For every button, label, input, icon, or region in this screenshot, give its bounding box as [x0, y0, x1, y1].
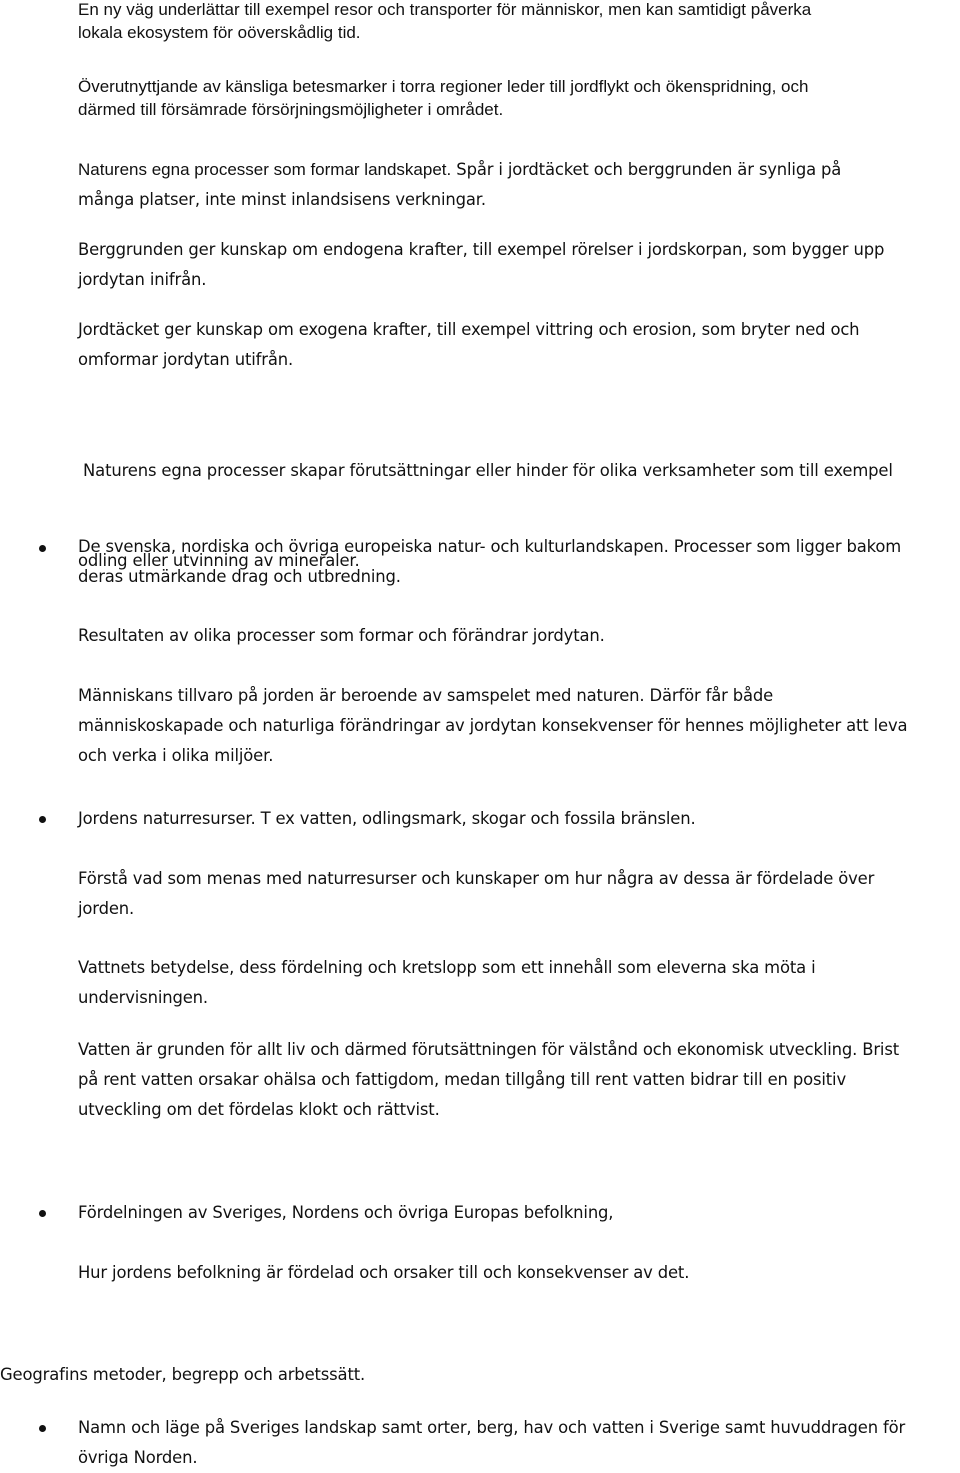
- list-item-place-names: Namn och läge på Sveriges landskap samt orter, berg, hav och vatten i Sverige samt huvuddragen för övriga Norden.: [78, 1418, 906, 1467]
- section3-paragraph-1: Hur jordens befolkning är fördelad och orsaker till och konsekvenser av det.: [78, 1263, 690, 1282]
- intro-paragraph-3: Naturens egna processer som formar landskapet. Spår i jordtäcket och berggrunden är synliga på många platser, inte minst inlandsisens verkningar.: [78, 160, 842, 209]
- list-item-natural-resources: Jordens naturresurser. T ex vatten, odlingsmark, skogar och fossila bränslen.: [78, 809, 696, 828]
- intro-paragraph-6: Naturens egna processer skapar förutsättningar eller hinder för olika verksamheter som till exempel odling eller utvinning av mineraler.: [78, 461, 893, 570]
- section2-paragraph-3: Vatten är grunden för allt liv och därmed förutsättningen för välstånd och ekonomisk utveckling. Brist på rent vatten orsakar ohälsa och fattigdom, medan tillgång till rent vatten bidrar till en positiv utveckling om det fördelas klokt och rättvist.: [78, 1040, 899, 1119]
- intro-paragraph-4: Berggrunden ger kunskap om endogena krafter, till exempel rörelser i jordskorpan, som bygger upp jordytan inifrån.: [78, 240, 885, 289]
- intro-paragraph-5: Jordtäcket ger kunskap om exogena krafter, till exempel vittring och erosion, som bryter ned och omformar jordytan utifrån.: [78, 320, 860, 369]
- bullet-icon: [39, 1210, 46, 1217]
- list-item-landscapes: De svenska, nordiska och övriga europeiska natur- och kulturlandskapen. Processer som ligger bakom deras utmärkande drag och utbredning.: [78, 537, 902, 586]
- list-item-population: Fördelningen av Sveriges, Nordens och övriga Europas befolkning,: [78, 1203, 614, 1222]
- bullet-icon: [39, 545, 46, 552]
- bullet-icon: [39, 1425, 46, 1432]
- section1-paragraph-2: Människans tillvaro på jorden är beroende av samspelet med naturen. Därför får både människoskapade och naturliga förändringar av jordytan konsekvenser för hennes möjligheter att leva och verka i olika miljöer.: [78, 686, 908, 765]
- section2-paragraph-2: Vattnets betydelse, dess fördelning och kretslopp som ett innehåll som eleverna ska möta i undervisningen.: [78, 958, 816, 1007]
- intro-paragraph-2: Överutnyttjande av känsliga betesmarker i torra regioner leder till jordflykt och ökenspridning, och därmed till försämrade försörjningsmöjligheter i området.: [78, 77, 809, 119]
- intro-paragraph-3-lead: Naturens egna processer som formar landskapet.: [78, 160, 452, 179]
- section1-paragraph-1: Resultaten av olika processer som formar och förändrar jordytan.: [78, 626, 605, 645]
- intro-paragraph-3-tail: Spår i jordtäcket och berggrunden är synliga på: [451, 160, 842, 179]
- section-heading: Geografins metoder, begrepp och arbetssätt.: [0, 1365, 366, 1384]
- intro-paragraph-1: En ny väg underlättar till exempel resor och transporter för människor, men kan samtidigt påverka lokala ekosystem för oöverskådlig tid.: [78, 0, 812, 42]
- section2-paragraph-1: Förstå vad som menas med naturresurser och kunskaper om hur några av dessa är fördelade över jorden.: [78, 869, 875, 918]
- bullet-icon: [39, 816, 46, 823]
